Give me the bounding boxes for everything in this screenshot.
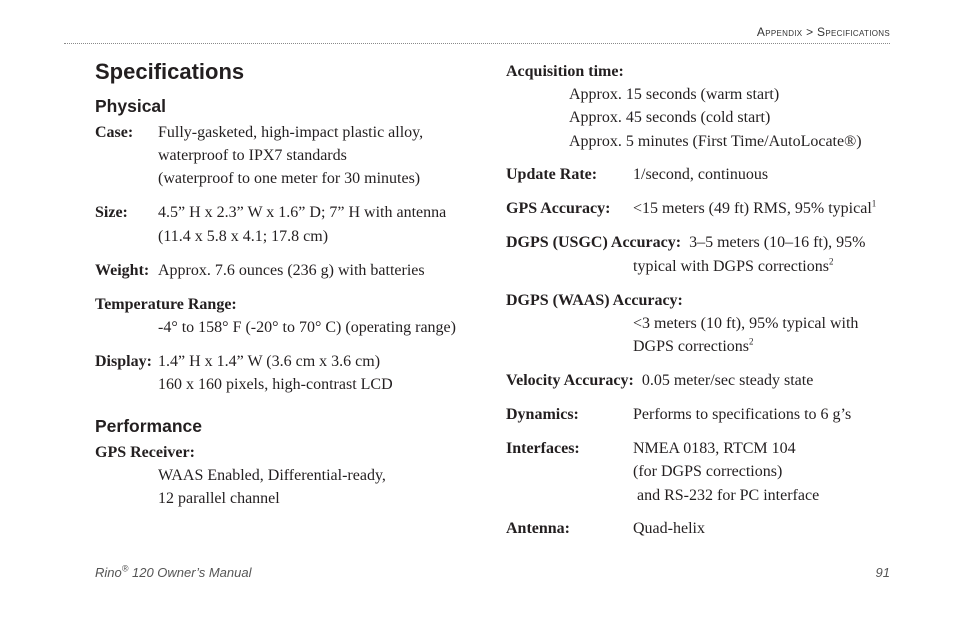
gps-receiver-label: GPS Receiver: [95,444,195,461]
antenna-value: Quad-helix [633,520,705,537]
velocity-label: Velocity Accuracy: [506,372,634,389]
case-line-1: Fully-gasketed, high-impact plastic alloy, [158,124,424,141]
header-separator: > [806,25,814,39]
gps-receiver-line-1: WAAS Enabled, Differential-ready, [158,467,386,484]
velocity-value: 0.05 meter/sec steady state [641,372,814,389]
interfaces-line-3: and RS-232 for PC interface [633,487,820,504]
interfaces-line-1: NMEA 0183, RTCM 104 [633,440,796,457]
antenna-label: Antenna: [506,520,571,537]
update-rate-label: Update Rate: [506,166,598,183]
gps-accuracy-value [633,197,876,220]
size-label: Size: [95,204,128,221]
weight-label: Weight: [95,262,150,279]
footer-title-rest: 120 Owner’s Manual [128,565,252,580]
display-line-2: 160 x 160 pixels, high-contrast LCD [158,376,393,393]
case-line-3: (waterproof to one meter for 30 minutes) [158,170,421,187]
temperature-label: Temperature Range: [95,296,237,313]
dgps-waas-label: DGPS (WAAS) Accuracy: [506,292,683,309]
gps-receiver-line-2: 12 parallel channel [158,490,280,507]
header-rule [64,43,890,44]
acquisition-line-2: Approx. 45 seconds (cold start) [569,109,771,126]
footer-manual-title [95,565,251,580]
running-header [757,25,890,39]
case-line-2: waterproof to IPX7 standards [158,147,347,164]
dgps-waas-line-2-text: DGPS corrections [633,338,749,355]
interfaces-label: Interfaces: [506,440,580,457]
registered-mark: ® [121,563,129,574]
case-label: Case: [95,124,134,141]
display-line-1: 1.4” H x 1.4” W (3.6 cm x 3.6 cm) [158,353,381,370]
weight-value: Approx. 7.6 ounces (236 g) with batteries [158,262,425,279]
dgps-usgc-line-1: 3–5 meters (10–16 ft), 95% [689,234,866,251]
size-line-1: 4.5” H x 2.3” W x 1.6” D; 7” H with antenna [158,204,447,221]
dgps-usgc-line-2 [633,255,833,278]
update-rate-value: 1/second, continuous [633,166,769,183]
footnote-2-marker: 2 [828,256,834,267]
footer-product: Rino [95,565,122,580]
page-title: Specifications [95,59,245,84]
interfaces-line-2: (for DGPS corrections) [633,463,783,480]
footnote-2-marker: 2 [748,336,754,347]
dgps-usgc-line-2-text: typical with DGPS corrections [633,258,829,275]
acquisition-line-3: Approx. 5 minutes (First Time/AutoLocate®) [569,133,862,150]
dgps-waas-line-1: <3 meters (10 ft), 95% typical with [633,315,859,332]
gps-accuracy-text: <15 meters (49 ft) RMS, 95% typical [633,200,872,217]
acquisition-line-1: Approx. 15 seconds (warm start) [569,86,780,103]
gps-accuracy-label: GPS Accuracy: [506,200,611,217]
size-line-2: (11.4 x 5.8 x 4.1; 17.8 cm) [158,228,329,245]
physical-heading: Physical [95,96,167,116]
performance-heading: Performance [95,416,202,436]
dgps-usgc-row [506,231,866,254]
page-number: 91 [875,565,890,580]
display-label: Display: [95,353,152,370]
temperature-value: -4° to 158° F (-20° to 70° C) (operating range) [158,319,456,336]
dynamics-label: Dynamics: [506,406,579,423]
acquisition-label: Acquisition time: [506,63,624,80]
dynamics-value: Performs to specifications to 6 g’s [633,406,852,423]
header-section: Appendix [756,25,803,39]
dgps-usgc-label: DGPS (USGC) Accuracy: [506,234,682,251]
header-page: Specifications [817,25,890,39]
dgps-waas-line-2 [633,335,753,358]
velocity-row [506,369,813,392]
footnote-1-marker: 1 [871,198,877,209]
